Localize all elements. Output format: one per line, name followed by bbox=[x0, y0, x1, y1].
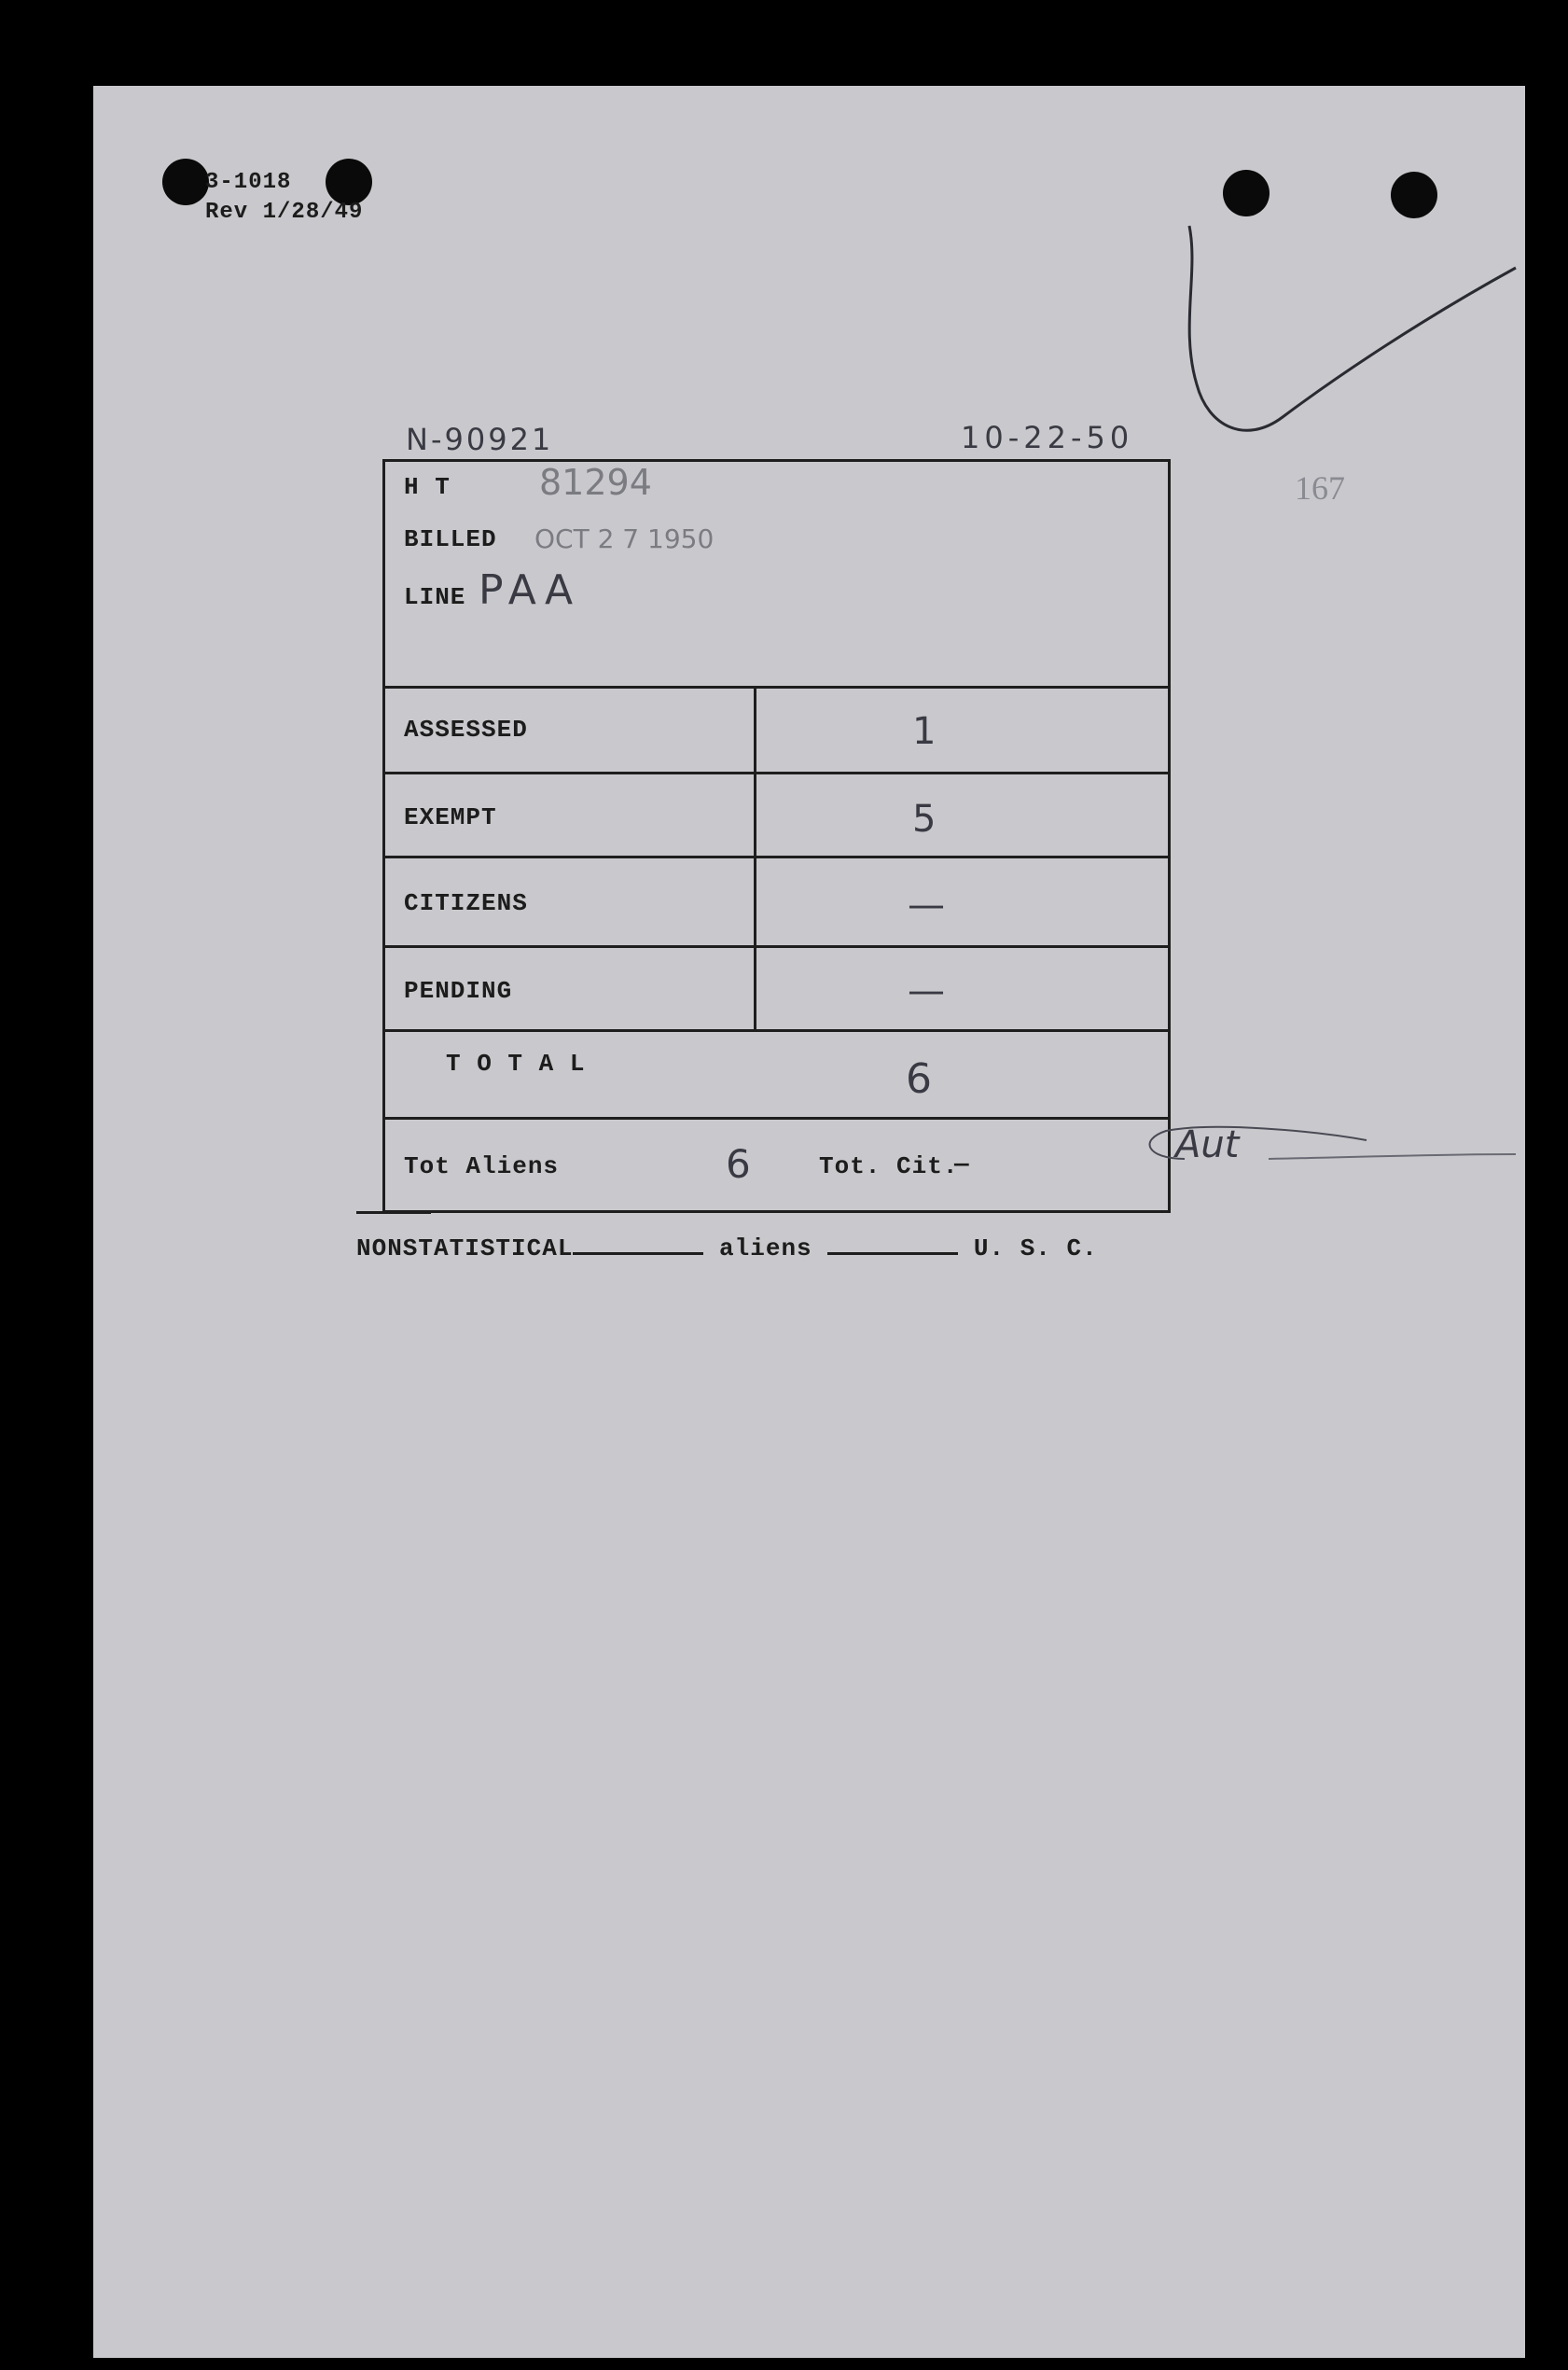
file-number: N-90921 bbox=[406, 422, 554, 457]
ht-value: 81294 bbox=[539, 462, 652, 503]
tot-aliens-label: Tot Aliens bbox=[404, 1152, 560, 1180]
row-label-citizens: CITIZENS bbox=[404, 889, 528, 917]
page-number: 167 bbox=[1295, 469, 1345, 507]
billed-label: BILLED bbox=[404, 525, 497, 553]
total-value: 6 bbox=[906, 1055, 932, 1103]
tot-cit-label: Tot. Cit. bbox=[819, 1152, 959, 1180]
nonstatistical-line bbox=[356, 1234, 1098, 1262]
punch-hole-left-2 bbox=[326, 159, 372, 205]
nonstat-label: NONSTATISTICAL bbox=[356, 1234, 574, 1262]
total-label: T O T A L bbox=[446, 1050, 586, 1078]
check-mark-icon bbox=[1180, 216, 1525, 459]
tot-cit-value: — bbox=[954, 1150, 970, 1178]
tot-aliens-value: 6 bbox=[726, 1141, 751, 1187]
row-value-assessed: 1 bbox=[912, 710, 937, 753]
row-value-pending: — bbox=[908, 969, 945, 1012]
line-value: PAA bbox=[479, 566, 581, 614]
row-label-assessed: ASSESSED bbox=[404, 716, 528, 744]
punch-hole-right-1 bbox=[1223, 170, 1270, 216]
nonstat-aliens-label: aliens bbox=[719, 1234, 812, 1262]
line-label: LINE bbox=[404, 583, 466, 611]
document-page bbox=[93, 86, 1525, 2358]
row-value-citizens: — bbox=[908, 884, 945, 927]
nonstat-usc-label: U. S. C. bbox=[973, 1234, 1098, 1262]
billed-stamp: OCT 2 7 1950 bbox=[534, 523, 715, 554]
row-value-exempt: 5 bbox=[912, 798, 937, 841]
form-revision: Rev 1/28/49 bbox=[205, 200, 364, 225]
tally-form bbox=[382, 459, 1171, 1213]
row-label-exempt: EXEMPT bbox=[404, 803, 497, 831]
punch-hole-right-2 bbox=[1391, 172, 1437, 218]
punch-hole-left-1 bbox=[162, 159, 209, 205]
initials: Aut bbox=[1175, 1123, 1240, 1166]
row-label-pending: PENDING bbox=[404, 977, 513, 1005]
handwritten-date: 10-22-50 bbox=[961, 420, 1134, 455]
ht-label: H T bbox=[404, 473, 451, 501]
form-number: 3-1018 bbox=[205, 170, 292, 195]
initials-scribble-icon bbox=[1129, 1122, 1520, 1178]
